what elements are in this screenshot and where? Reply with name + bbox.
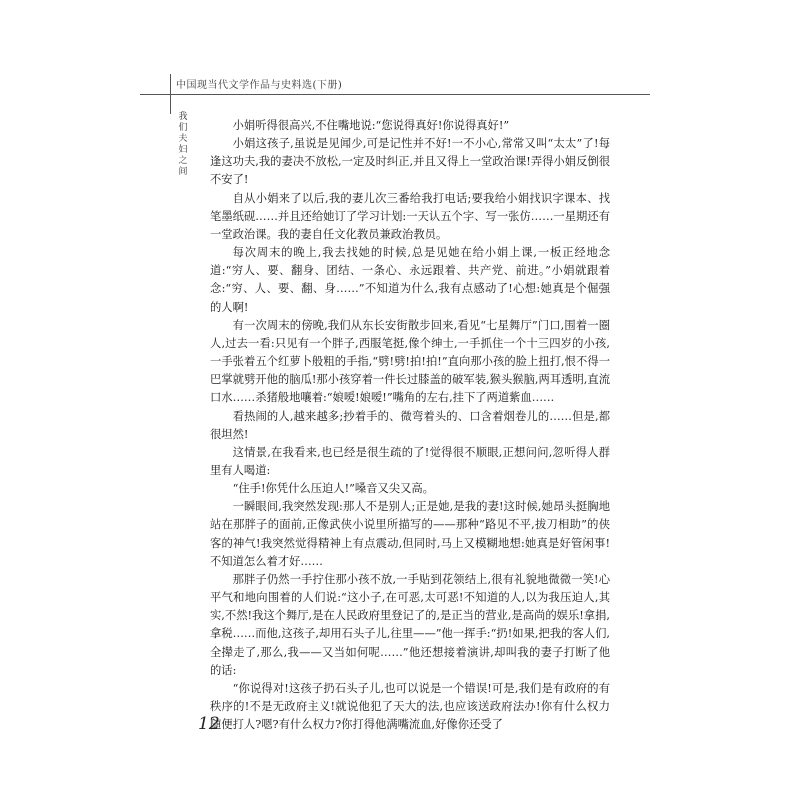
paragraph: 每次周末的晚上,我去找她的时候,总是见她在给小娟上课,一板正经地念道:“穷人、要、翻身、团结、一条心、永远跟着、共产党、前进。”小娟就跟着念:“穷、人、要、翻、身……”不知道为什么,我有点感动了!心想:她真是个倔强的人啊! — [210, 246, 610, 314]
paragraph: 有一次周末的傍晚,我们从东长安街散步回来,看见“七星舞厅”门口,围着一圈人,过去一看:只见有一个胖子,西服笔挺,像个绅士,一手抓住一个十三四岁的小孩,一手张着五个红萝卜般粗的手指,“劈!劈!拍!拍!”直向那小孩的脸上扭打,恨不得一巴掌就劈开他的脑瓜!那小孩穿着一件长过膝盖的破军装,猴头猴脑,两耳透明,直流口水……杀猪般地嚷着:“娘嗳!娘嗳!”嘴角的左右,挂下了两道紫血…… — [210, 318, 610, 405]
paragraph: 这情景,在我看来,也已经是很生疏的了!觉得很不顺眼,正想问问,忽听得人群里有人喝道: — [210, 445, 610, 477]
paragraph: 那胖子仍然一手拧住那小孩不放,一手贴到花领结上,很有礼貌地微微一笑!心平气和地向围着的人们说:“这小子,在可恶,太可恶!不知道的人,以为我压迫人,其实,不然!我这个舞厅,是在人民政府里登记了的,是正当的营业,是高尚的娱乐!拿捐,拿税……而他,这孩子,却用石头子儿,往里——”他一挥手:“扔!如果,把我的客人们,全撵走了,那么,我——又当如何呢……”他还想接着演讲,却叫我的妻子打断了他的话: — [210, 572, 610, 677]
page-number: 12 — [198, 714, 220, 734]
header-rule — [140, 94, 650, 95]
paragraph: 自从小娟来了以后,我的妻儿次三番给我打电话;要我给小娟找识字课本、找笔墨纸砚……并且还给她订了学习计划:一天认五个字、写一张仿……一星期还有一堂政治课。我的妻自任文化教员兼政治教员。 — [210, 191, 610, 241]
paragraph: 看热闹的人,越来越多;抄着手的、微弯着头的、口含着烟卷儿的……但是,都很坦然! — [210, 409, 610, 441]
paragraph: “你说得对!这孩子扔石头子儿,也可以说是一个错误!可是,我们是有政府的有秩序的!不是无政府主义!就说他犯了天大的法,也应该送政府法办!你有什么权力随便打人?嗯?有什么权力?你打得他满嘴流血,好像你还受了 — [210, 681, 610, 732]
paragraph: 小娟这孩子,虽说是见闻少,可是记性并不好!一不小心,常常又叫“太太”了!每逢这功夫,我的妻决不放松,一定及时纠正,并且又得上一堂政治课!弄得小娟反倒很不安了! — [210, 137, 610, 187]
paragraph: 一瞬眼间,我突然发现:那人不是别人;正是她,是我的妻!这时候,她昂头挺胸地站在那胖子的面前,正像武侠小说里所描写的——那种“路见不平,拔刀相助”的侠客的神气!我突然觉得精神上有点震动,但同时,马上又模糊地想:她真是好管闲事!不知道怎么着才好…… — [210, 500, 610, 568]
body-text — [210, 117, 610, 734]
running-head: 中国现当代文学作品与史料选(下册) — [176, 80, 343, 91]
paragraph: “住手!你凭什么压迫人!”嗓音又尖又高。 — [232, 482, 434, 496]
paragraph: 小娟听得很高兴,不住嘴地说:“您说得真好!你说得真好!” — [232, 119, 510, 132]
side-chapter-title: 我们夫妇之间 — [178, 112, 188, 177]
header-corner-rule — [170, 74, 171, 114]
